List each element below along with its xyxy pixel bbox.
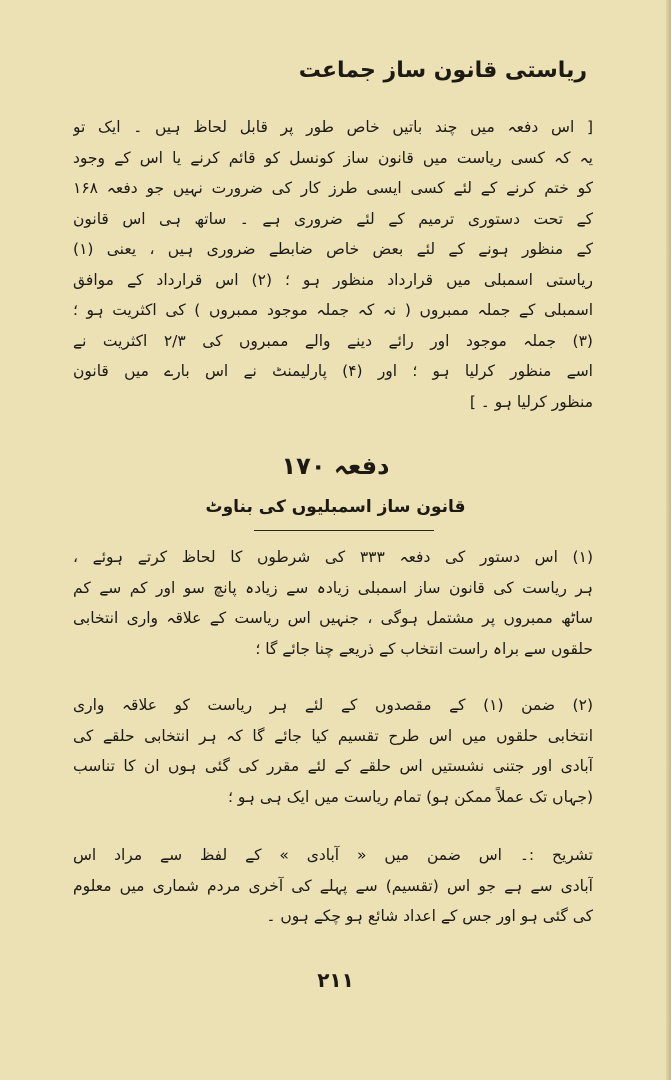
running-head: ریاستی قانون ساز جماعت [298,58,587,83]
text-line: (۲) ضمن (۱) کے مقصدوں کے لئے ہر ریاست کو علاقہ واری [73,696,593,714]
bracketed-note [73,112,593,417]
text-line: (۳) جملہ موجود اور رائے دینے والے ممبروں کی ۲/۳ اکثریت نے [73,331,593,350]
text-line: آبادی سے ہے جو اس (تقسیم) سے پہلے کی آخری مردم شماری میں معلوم [73,876,593,895]
text-line: اسمبلی کے جملہ ممبروں ( نہ کہ جملہ موجود ممبروں ) کی اکثریت ہو ؛ [73,301,593,319]
explanation [73,840,593,932]
clause-1 [73,542,593,664]
page-number: ۲۱۱ [317,968,354,992]
page-edge-shadow [666,0,671,1080]
text-line: اسے منظور کرلیا ہو ؛ اور (۴) پارلیمنٹ نے اس بارے میں قانون [73,362,593,380]
text-line: (۱) اس دستور کی دفعہ ۳۳۳ کی شرطوں کا لحاظ کرتے ہوئے ، [73,548,593,566]
text-line: کے منظور ہونے کے لئے بعض خاص ضابطے ضروری ہیں ، یعنی (۱) [73,240,593,258]
text-line: آبادی اور جتنی نشستیں اس حلقے کے لئے مقرر کی گئی ہوں ان کا تناسب [73,757,593,775]
text-line: [ اس دفعہ میں چند باتیں خاص طور پر قابل لحاظ ہیں ۔ ایک تو [73,118,593,136]
text-line: ریاستی اسمبلی میں قرارداد منظور ہو ؛ (۲) اس قرارداد کے موافق [73,270,593,289]
text-line: تشریح :۔ اس ضمن میں « آبادی » کے لفظ سے مراد اس [73,846,593,864]
clause-2 [73,690,593,812]
text-line: منظور کرلیا ہو ۔ ] [469,392,593,411]
text-line: کی گئی ہو اور جس کے اعداد شائع ہو چکے ہوں ۔ [266,907,593,925]
text-line: ہر ریاست کی قانون ساز اسمبلی زیادہ سے زیادہ پانچ سو اور کم سے کم [73,578,593,597]
title-underline [254,530,434,531]
text-line: حلقوں سے براہ راست انتخاب کے ذریعے چنا جائے گا ؛ [255,639,593,658]
text-line: یہ کہ کسی ریاست میں قانون ساز کونسل کو قائم کرنے یا اس کے وجود [73,148,593,167]
section-title: قانون ساز اسمبلیوں کی بناوٹ [205,497,466,517]
text-line: (جہاں تک عملاً ممکن ہو) تمام ریاست میں ایک ہی ہو ؛ [227,787,593,806]
text-line: ساٹھ ممبروں پر مشتمل ہوگی ، جنہیں اس ریاست کے علاقہ واری انتخابی [73,609,593,627]
text-line: کے تحت دستوری ترمیم کے لئے ضروری ہے ۔ ساتھ ہی اس قانون [73,209,593,228]
text-line: انتخابی حلقوں میں اس طرح تقسیم کیا جائے گا کہ ہر انتخابی حلقے کی [73,726,593,745]
text-line: کو ختم کرنے کے لئے کسی ایسی طرز کار کی ضرورت نہیں جو دفعہ ۱۶۸ [73,179,593,197]
section-heading: دفعہ ۱۷۰ [281,452,390,480]
